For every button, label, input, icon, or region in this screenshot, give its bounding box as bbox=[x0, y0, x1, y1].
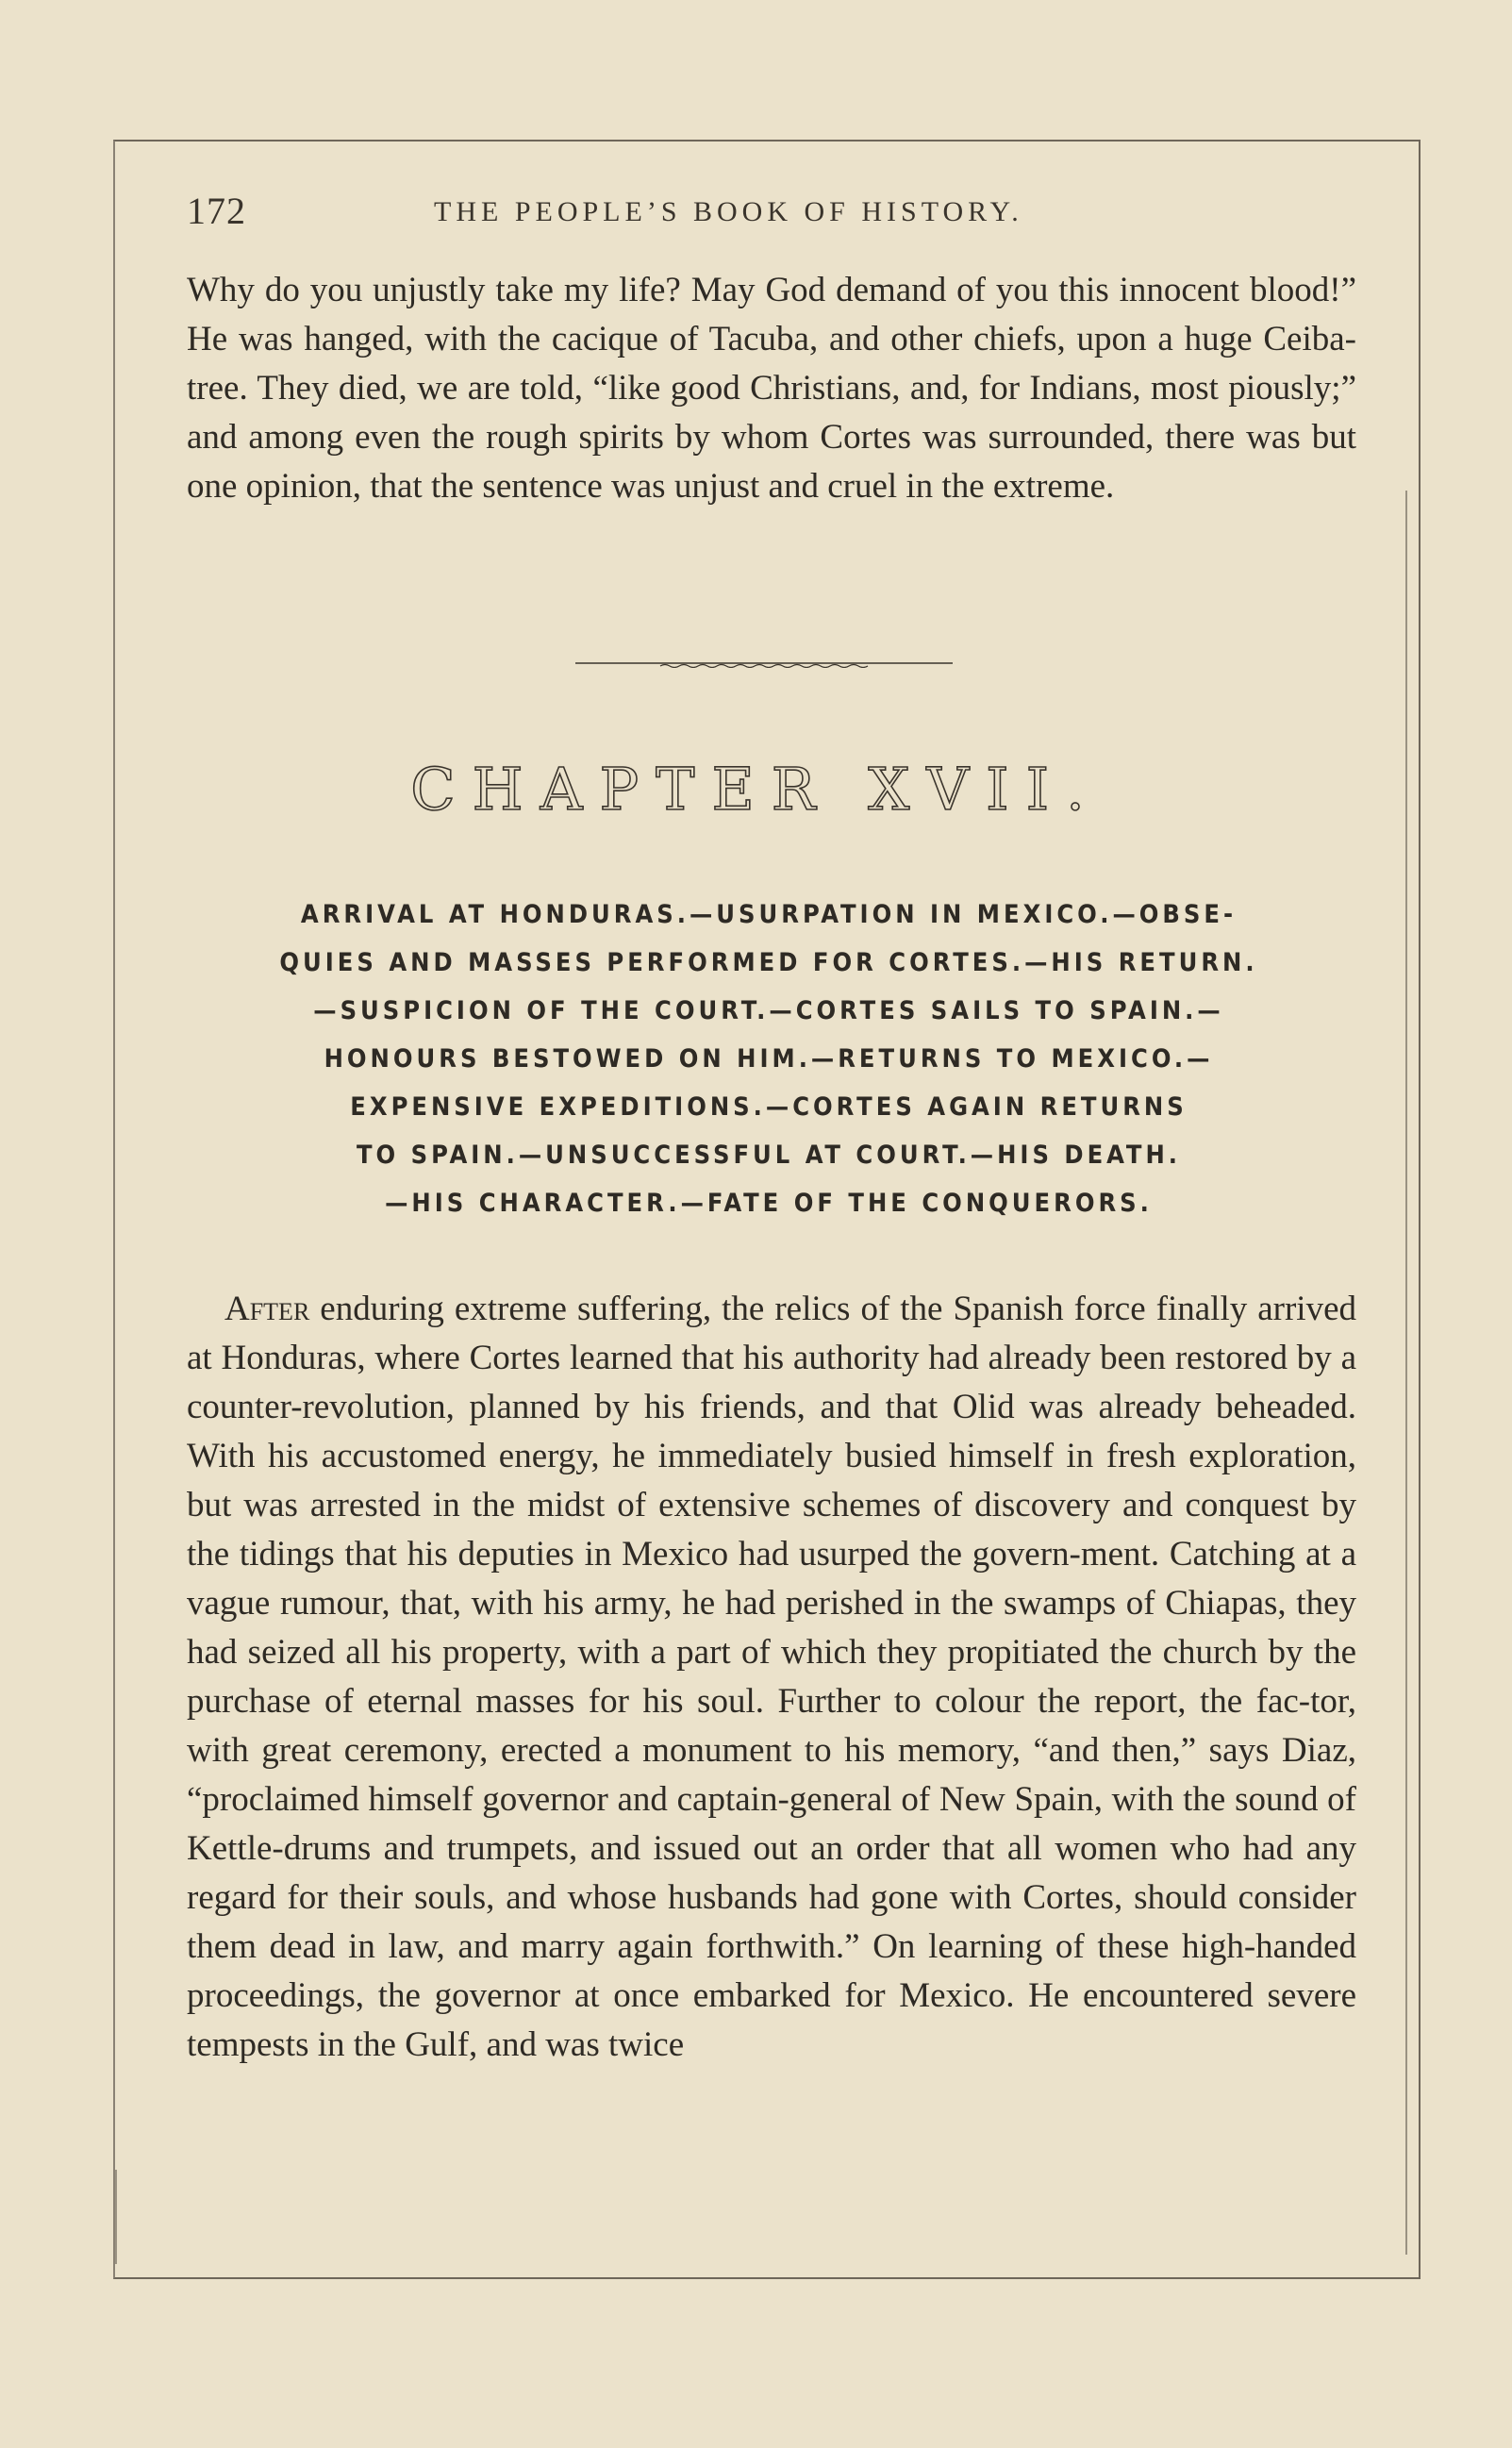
paragraph-2 bbox=[187, 1285, 1356, 2070]
chapter-divider bbox=[575, 660, 953, 668]
synopsis-line: —HIS CHARACTER.—FATE OF THE CONQUERORS. bbox=[385, 1189, 1153, 1218]
synopsis-line: QUIES AND MASSES PERFORMED FOR CORTES.—HIS RETURN. bbox=[279, 948, 1258, 977]
paragraph-2-text: enduring extreme suffering, the relics of the Spanish force finally arrived at Honduras, where Cortes learned that his authority had already been restored by a counter-revolution, planned by his friends, and that Olid was already beheaded. With his accustomed energy, he immediately busied himself in fresh exploration, but was arrested in the midst of extensive schemes of discovery and conquest by the tidings that his deputies in Mexico had usurped the govern-ment. Catching at a vague rumour, that, with his army, he had perished in the swamps of Chiapas, they had seized all his property, with a part of which they propitiated the church by the purchase of eternal masses for his soul. Further to colour the report, the fac-tor, with great ceremony, erected a monument to his memory, “and then,” says Diaz, “proclaimed himself governor and captain-general of New Spain, with the sound of Kettle-drums and trumpets, and issued out an order that all women who had any regard for their souls, and whose husbands had gone with Cortes, should consider them dead in law, and marry again forthwith.” On learning of these high-handed proceedings, the governor at once embarked for Mexico. He encountered severe tempests in the Gulf, and was twice bbox=[187, 1290, 1356, 2064]
synopsis-line: EXPENSIVE EXPEDITIONS.—CORTES AGAIN RETURNS bbox=[350, 1092, 1188, 1122]
synopsis-line: ARRIVAL AT HONDURAS.—USURPATION IN MEXICO.—OBSE- bbox=[300, 900, 1238, 929]
synopsis-line: TO SPAIN.—UNSUCCESSFUL AT COURT.—HIS DEATH. bbox=[356, 1141, 1182, 1170]
page-number: 172 bbox=[187, 190, 246, 232]
lead-word: After bbox=[224, 1290, 310, 1328]
paragraph-1: Why do you unjustly take my life? May God demand of you this innocent blood!” He was hanged, with the cacique of Tacuba, and other chiefs, upon a huge Ceiba-tree. They died, we are told, “like good Christians, and, for Indians, most piously;” and among even the rough spirits by whom Cortes was surrounded, there was but one opinion, that the sentence was unjust and cruel in the extreme. bbox=[187, 271, 1356, 506]
synopsis-line: HONOURS BESTOWED ON HIM.—RETURNS TO MEXICO.— bbox=[324, 1044, 1214, 1074]
page-header bbox=[187, 189, 1356, 245]
synopsis-line: —SUSPICION OF THE COURT.—CORTES SAILS TO SPAIN.— bbox=[313, 996, 1224, 1025]
chapter-heading: CHAPTER XVII. bbox=[410, 755, 1102, 824]
running-title: THE PEOPLE’S BOOK OF HISTORY. bbox=[434, 196, 1023, 227]
chapter-synopsis bbox=[179, 891, 1358, 1227]
margin-rule-left bbox=[115, 2170, 117, 2264]
